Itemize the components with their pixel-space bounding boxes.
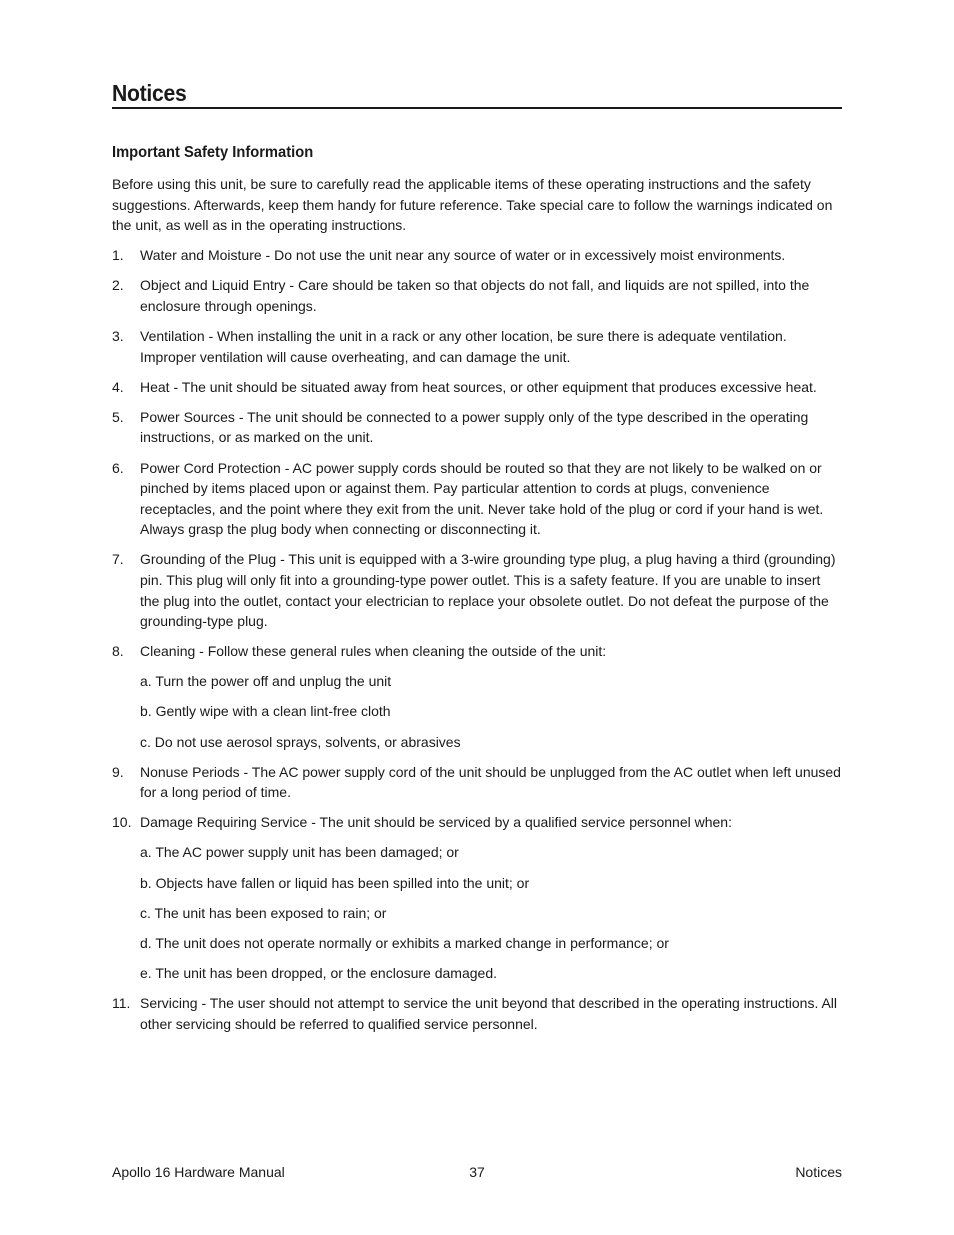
sub-list-item: a. Turn the power off and unplug the unit <box>140 673 392 690</box>
list-item-number: 10. <box>112 814 132 831</box>
list-item <box>112 458 842 540</box>
sub-list-item: b. Objects have fallen or liquid has been spilled into the unit; or <box>140 874 530 891</box>
page-footer <box>112 1162 842 1182</box>
list-item-text: Ventilation - When installing the unit in a rack or any other location, be sure there is adequate ventilation. Improper ventilation will cause overheating, and can damage the unit. <box>140 328 787 365</box>
list-item-text: Servicing - The user should not attempt to service the unit beyond that described in the operating instructions. All other servicing should be referred to qualified service personnel. <box>140 994 838 1032</box>
sub-list-item: d. The unit does not operate normally or exhibits a marked change in performance; or <box>140 934 669 951</box>
sub-list-item: e. The unit has been dropped, or the enclosure damaged. <box>140 964 497 981</box>
list-item-number: 8. <box>112 643 124 660</box>
list-item-number: 4. <box>112 378 124 395</box>
footer-manual-title: Apollo 16 Hardware Manual <box>112 1164 285 1180</box>
sub-list <box>140 842 842 983</box>
list-item-number: 9. <box>112 763 124 780</box>
list-item <box>112 377 842 398</box>
list-item <box>112 812 842 983</box>
list-item <box>112 549 842 631</box>
list-item <box>112 326 842 367</box>
list-item-text: Cleaning - Follow these general rules when cleaning the outside of the unit: <box>140 643 607 660</box>
list-item-text: Power Sources - The unit should be connected to a power supply only of the type described in the operating instructions, or as marked on the unit. <box>140 408 809 446</box>
list-item-number: 1. <box>112 247 124 264</box>
sub-list-item: c. Do not use aerosol sprays, solvents, or abrasives <box>140 733 461 750</box>
list-item <box>112 275 842 316</box>
safety-list <box>112 245 842 1034</box>
page-title: Notices <box>112 80 187 106</box>
document-page <box>112 0 842 1235</box>
list-item-text: Damage Requiring Service - The unit should be serviced by a qualified service personnel when: <box>140 814 732 831</box>
list-item-text: Grounding of the Plug - This unit is equipped with a 3-wire grounding type plug, a plug having a third (grounding) pin. This plug will only fit into a grounding-type power outlet. This is a safety feature. If you are unable to insert the plug into the outlet, contact your electrician to replace your obsolete outlet. Do not defeat the purpose of the grounding-type plug. <box>140 551 836 630</box>
list-item-text: Nonuse Periods - The AC power supply cord of the unit should be unplugged from the AC outlet when left unused for a long period of time. <box>140 763 841 801</box>
list-item <box>112 762 842 803</box>
list-item <box>112 407 842 448</box>
sub-list-item: a. The AC power supply unit has been damaged; or <box>140 844 459 861</box>
footer-section-name: Notices <box>795 1164 842 1180</box>
list-item-number: 3. <box>112 328 124 345</box>
list-item-number: 2. <box>112 277 124 294</box>
intro-paragraph: Before using this unit, be sure to carefully read the applicable items of these operating instructions and the safety suggestions. Afterwards, keep them handy for future reference. Take special care to follow the warnings indicated on the unit, as well as in the operating instructions. <box>112 176 833 234</box>
sub-list <box>140 671 842 752</box>
sub-list-item: c. The unit has been exposed to rain; or <box>140 904 387 921</box>
list-item-text: Water and Moisture - Do not use the unit near any source of water or in excessively moist environments. <box>140 247 786 264</box>
title-rule <box>112 107 842 109</box>
list-item-number: 7. <box>112 551 124 568</box>
list-item <box>112 245 842 266</box>
list-item <box>112 641 842 752</box>
list-item-number: 6. <box>112 459 124 476</box>
list-item-text: Power Cord Protection - AC power supply cords should be routed so that they are not likely to be walked on or pinched by items placed upon or against them. Pay particular attention to cords at plugs, convenience receptacles, and the point where they exit from the unit. Never take hold of the plug or cord if your hand is wet. Always grasp the plug body when connecting or disconnecting it. <box>140 459 824 538</box>
sub-list-item: b. Gently wipe with a clean lint-free cloth <box>140 703 391 720</box>
section-heading: Important Safety Information <box>112 144 314 161</box>
footer-page-number: 37 <box>469 1164 485 1180</box>
list-item <box>112 993 842 1034</box>
list-item-number: 5. <box>112 408 124 425</box>
list-item-text: Heat - The unit should be situated away from heat sources, or other equipment that produces excessive heat. <box>140 378 817 395</box>
list-item-text: Object and Liquid Entry - Care should be taken so that objects do not fall, and liquids are not spilled, into the enclosure through openings. <box>140 277 810 314</box>
page-content <box>112 143 842 1044</box>
list-item-number: 11. <box>112 994 131 1011</box>
